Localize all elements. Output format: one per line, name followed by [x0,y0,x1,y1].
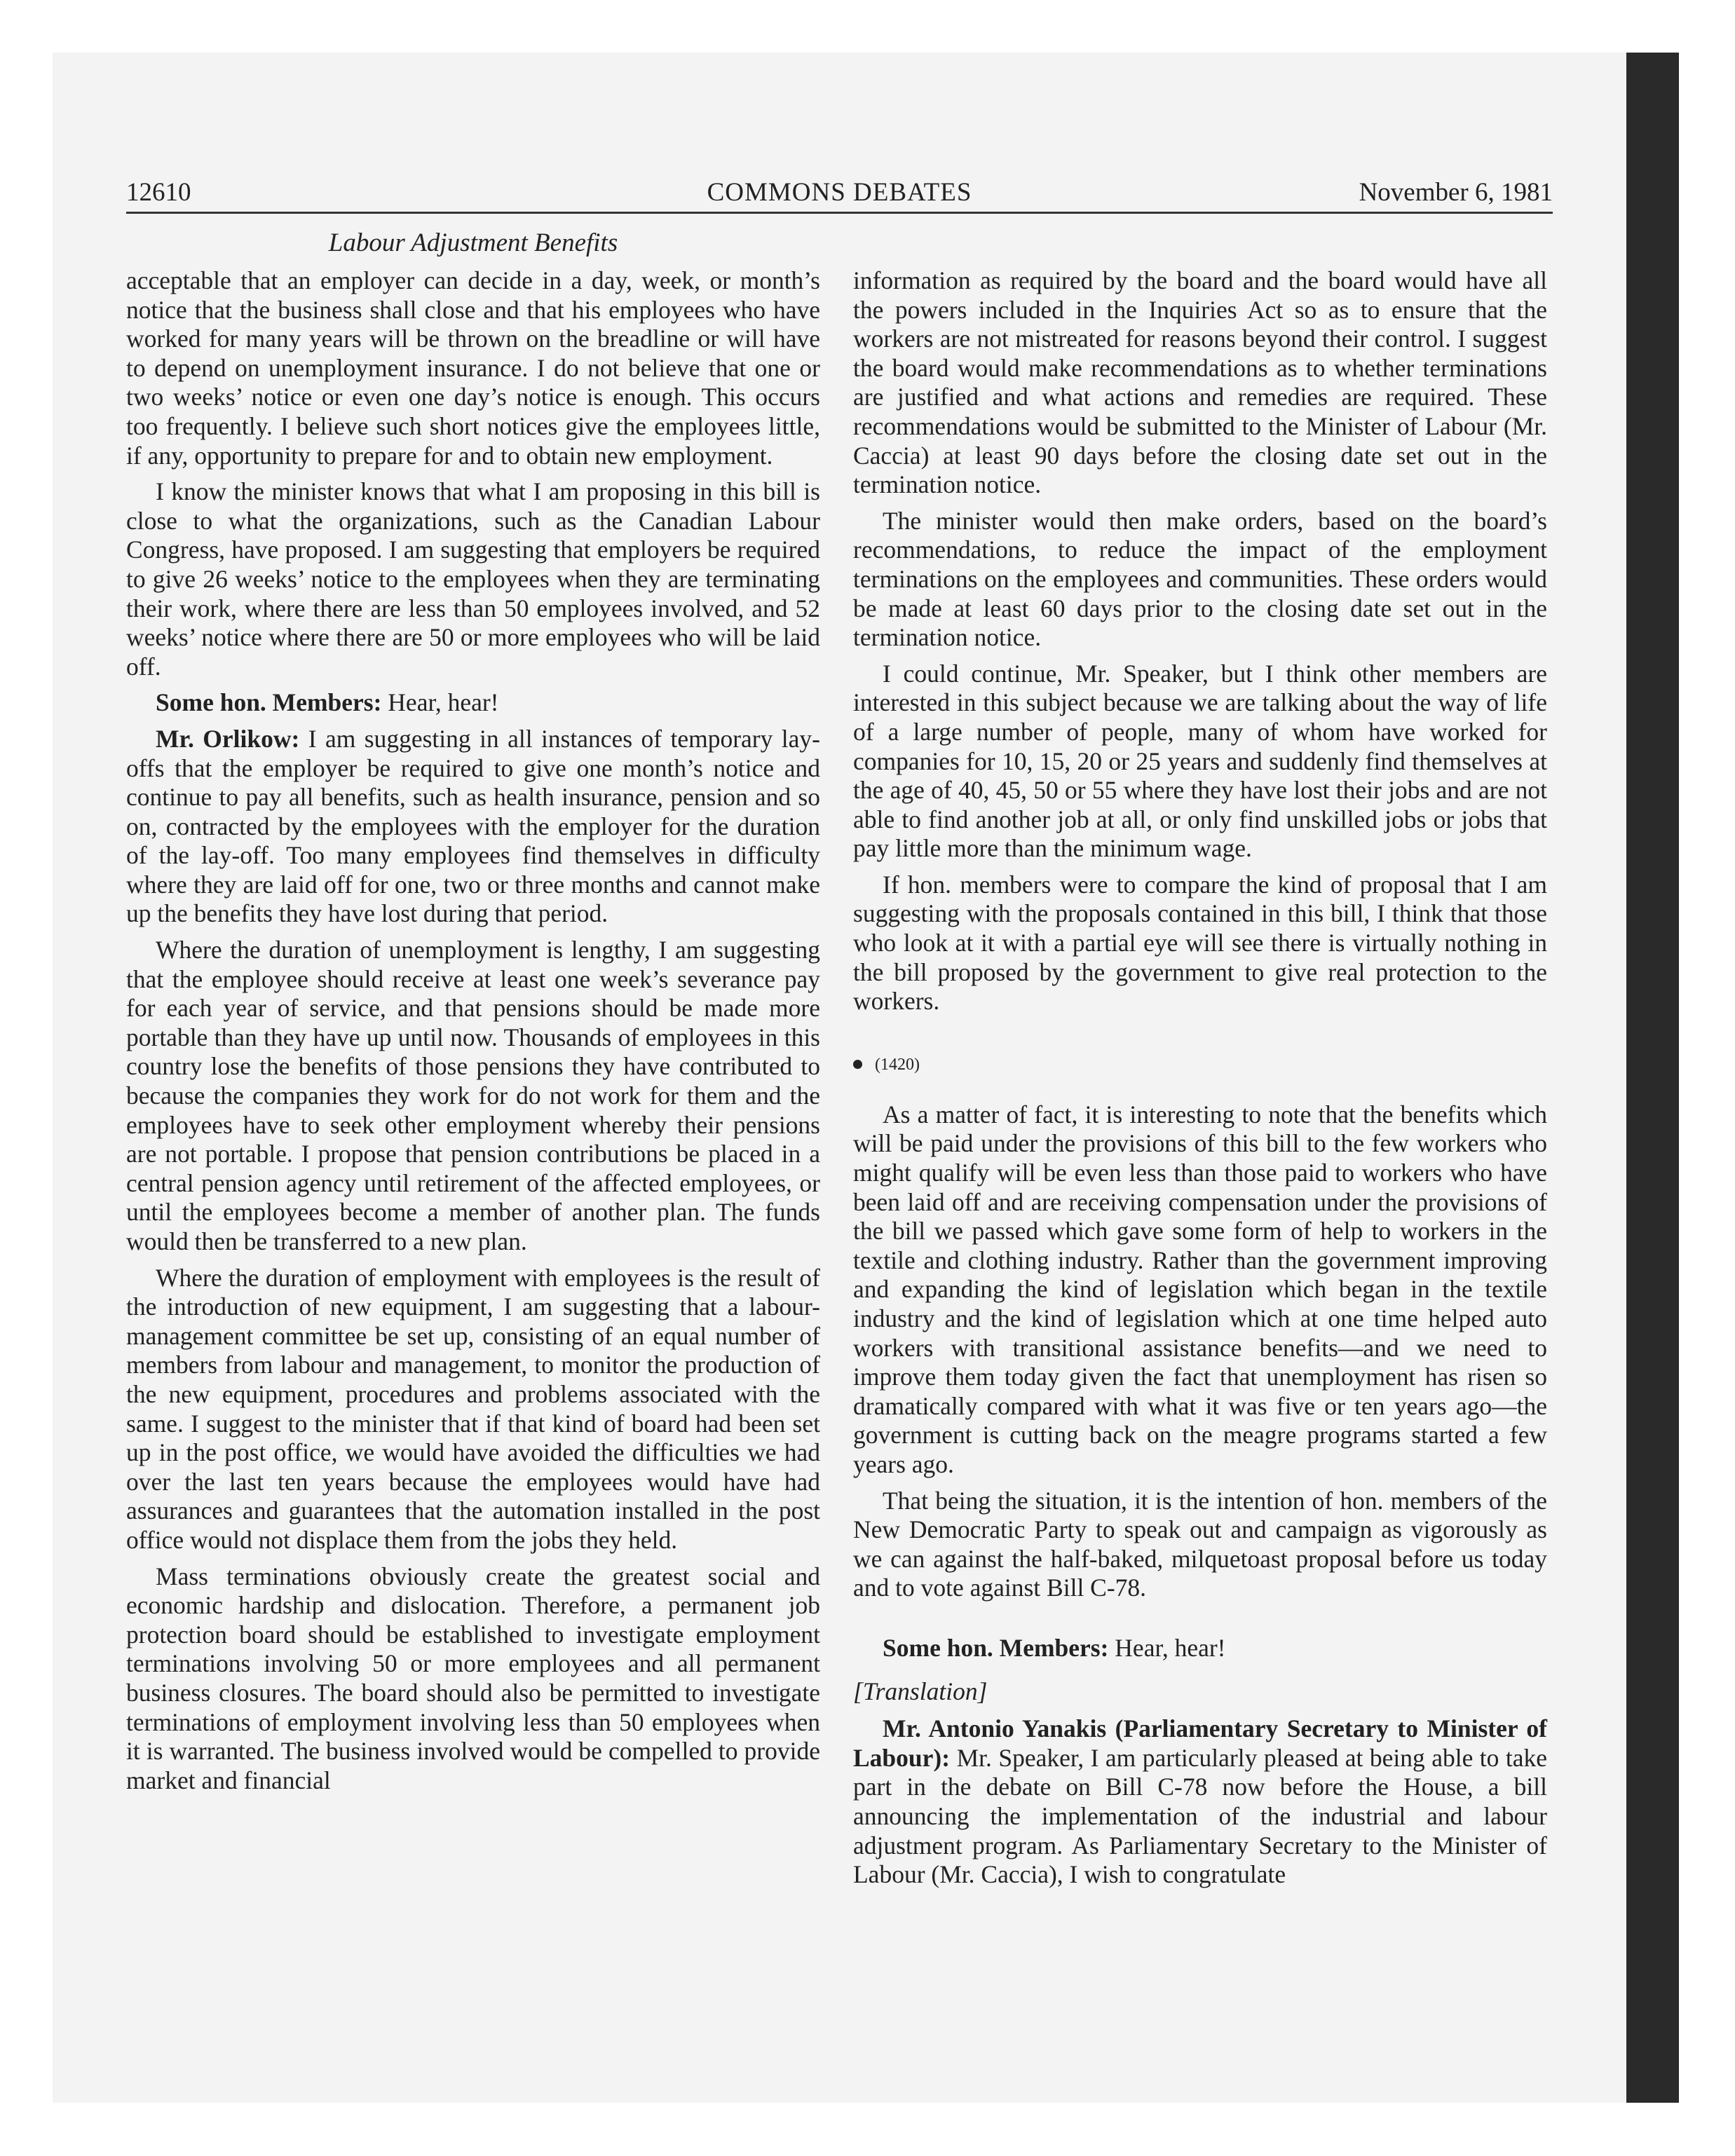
speech-paragraph [853,1714,1547,1890]
interjection-text: Hear, hear! [1115,1633,1226,1662]
interjection [853,1634,1547,1663]
header-rule [126,212,1553,214]
bullet-icon [853,1060,862,1069]
subject-heading: Labour Adjustment Benefits [328,228,618,257]
paragraph: I could continue, Mr. Speaker, but I think other members are interested in this subject because we are talking about the way of life of a large number of people, many of whom have worked for companies for 10, 15, 20 or 25 years and suddenly find themselves at the age of 40, 45, 50 or 55 where they have lost their jobs and are not able to find another job at all, or only find unskilled jobs or jobs that pay little more than the minimum wage. [853,659,1547,863]
paragraph: acceptable that an employer can decide in a day, week, or month’s notice that the business shall close and that his employees who have worked for many years will be thrown on the breadline or will have to depend on unemployment insurance. I do not believe that one or two weeks’ notice or even one day’s notice is enough. This occurs too frequently. I believe such short notices give the employees little, if any, opportunity to prepare for and to obtain new employment. [126,266,820,470]
debate-date: November 6, 1981 [1359,178,1553,207]
left-column [126,266,820,1802]
speaker-name: Some hon. Members: [883,1633,1109,1662]
paragraph: Mass terminations obviously create the greatest social and economic hardship and dislocation. Therefore, a permanent job protection board should be established to investigate employment terminations involving 50 or more employees and all permanent business closures. The board should also be permitted to investigate terminations of employment involving less than 50 employees when it is warranted. The business involved would be compelled to provide market and financial [126,1562,820,1794]
interjection-text: Hear, hear! [388,688,499,717]
paragraph: That being the situation, it is the intention of hon. members of the New Democratic Party to speak out and campaign as vigorously as we can against the half-baked, milquetoast proposal before us today and to vote against Bill C-78. [853,1486,1547,1602]
paragraph: If hon. members were to compare the kind of proposal that I am suggesting with the proposals contained in this bill, I think that those who look at it with a partial eye will see there is virtually nothing in the bill proposed by the government to give real protection to the workers. [853,870,1547,1016]
paragraph: The minister would then make orders, based on the board’s recommendations, to reduce the impact of the employment terminations on the employees and communities. These orders would be made at least 60 days prior to the closing date set out in the termination notice. [853,506,1547,652]
speech-text: I am suggesting in all instances of temporary lay-offs that the employer be required to give one month’s notice and continue to pay all benefits, such as health insurance, pension and so on, contracted by the employees with the employer for the duration of the lay-off. Too many employees find themselves in difficulty where they are laid off for one, two or three months and cannot make up the benefits they have lost during that period. [126,724,820,928]
speech-text: Mr. Speaker, I am particularly pleased at being able to take part in the debate on Bill C-78 now before the House, a bill announcing the implementation of the industrial and labour adjustment program. As Parliamentary Secretary to the Minister of Labour (Mr. Caccia), I wish to congratulate [853,1743,1548,1889]
scan-edge-shadow [1626,53,1679,2103]
interjection [126,688,820,718]
page-header [126,174,1553,212]
speaker-name: Mr. Orlikow: [156,724,300,753]
paragraph: As a matter of fact, it is interesting to note that the benefits which will be paid under the provisions of this bill to the few workers who might qualify will be even less than those paid to workers who have been laid off and are receiving compensation under the provisions of the bill we passed which gave some form of help to workers in the textile and clothing industry. Rather than the government improving and expanding the kind of legislation which began in the textile industry and the kind of legislation which at one time helped auto workers with transitional assistance benefits—and we need to improve them today given the fact that unemployment has risen so dramatically compared with what it was five or ten years ago—the government is cutting back on the meagre programs started a few years ago. [853,1100,1547,1478]
speaker-name: Mr. Antonio Yanakis (Parliamentary Secretary to Minister of Labour): [853,1714,1547,1772]
paragraph: I know the minister knows that what I am proposing in this bill is close to what the organizations, such as the Canadian Labour Congress, have proposed. I am suggesting that employers be required to give 26 weeks’ notice to the employees when they are terminating their work, where there are less than 50 employees involved, and 52 weeks’ notice where there are 50 or more employees who will be laid off. [126,477,820,681]
publication-title: COMMONS DEBATES [707,178,972,207]
paragraph: information as required by the board and the board would have all the powers included in the Inquiries Act so as to ensure that the workers are not mistreated for reasons beyond their control. I suggest the board would make recommendations as to whether terminations are justified and what actions and remedies are required. These recommendations would be submitted to the Minister of Labour (Mr. Caccia) at least 90 days before the closing date set out in the termination notice. [853,266,1547,499]
time-marker-text: (1420) [875,1055,920,1074]
speaker-name: Some hon. Members: [156,688,382,717]
paragraph: Where the duration of unemployment is lengthy, I am suggesting that the employee should receive at least one week’s severance pay for each year of service, and that pensions should be made more portable than they have up until now. Thousands of employees in this country lose the benefits of those pensions they have contributed to because the companies they work for do not work for them and the employees have to seek other employment whereby their pensions are not portable. I propose that pension contributions be placed in a central pension agency until retirement of the affected employees, or until the employees become a member of another plan. The funds would then be transferred to a new plan. [126,936,820,1255]
paragraph: Where the duration of employment with employees is the result of the introduction of new equipment, I am suggesting that a labour-management committee be set up, consisting of an equal number of members from labour and management, to monitor the production of the new equipment, procedures and problems associated with the same. I suggest to the minister that if that kind of board had been set up in the post office, we would have avoided the difficulties we had over the last ten years because the employees would have had assurances and guarantees that the automation installed in the post office would not displace them from the jobs they held. [126,1263,820,1554]
speech-paragraph [126,725,820,929]
translation-label: [Translation] [853,1677,988,1705]
time-marker [853,1054,1547,1075]
page-number: 12610 [126,178,191,207]
right-column [853,266,1547,1897]
